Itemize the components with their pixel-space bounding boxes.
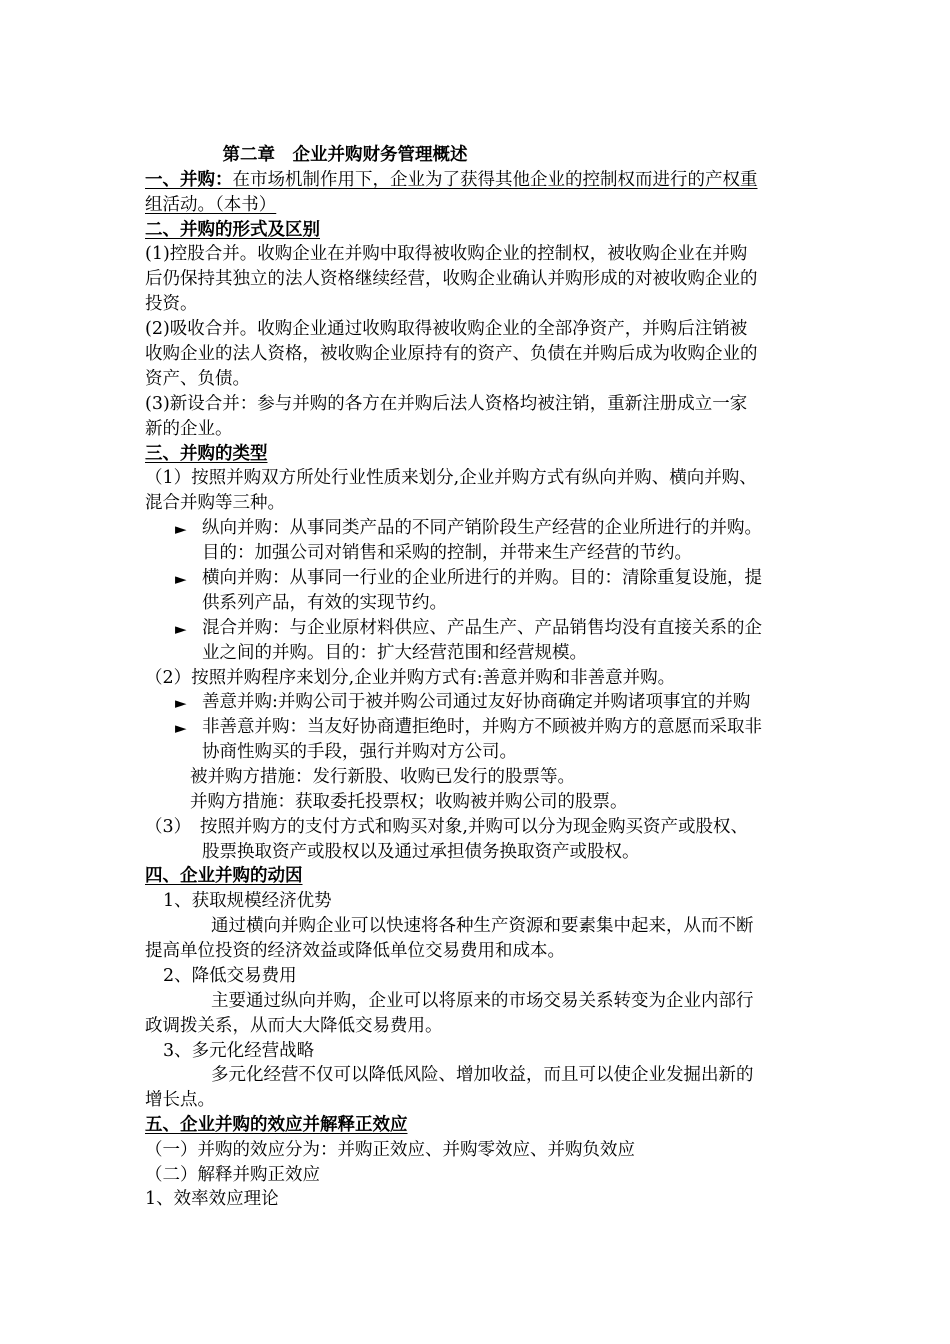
s3-b1-l1: 纵向并购：从事同类产品的不同产销阶段生产经营的企业所进行的并购。: [202, 518, 762, 538]
bullet-arrow-icon: ►: [175, 570, 187, 588]
s3-c1-l1: （1）按照并购双方所处行业性质来划分,企业并购方式有纵向并购、横向并购、: [145, 468, 757, 488]
s2-p1-l1: (1)控股合并。收购企业在并购中取得被收购企业的控制权，被收购企业在并购: [145, 244, 748, 264]
section-2-heading: 二、并购的形式及区别: [145, 220, 320, 240]
section-1-line-1: [145, 168, 758, 192]
s3-c3-l2: 股票换取资产或股权以及通过承担债务换取资产或股权。: [202, 842, 640, 862]
s3-b4: 善意并购:并购公司于被并购公司通过友好协商确定并购诸项事宜的并购: [202, 692, 751, 712]
s4-t3-l2: 增长点。: [145, 1090, 215, 1110]
s2-p3-l1: (3)新设合并：参与并购的各方在并购后法人资格均被注销，重新注册成立一家: [145, 394, 748, 414]
s4-i3: 3、多元化经营战略: [163, 1041, 315, 1061]
s3-b1-l2: 目的：加强公司对销售和采购的控制，并带来生产经营的节约。: [202, 543, 692, 563]
bullet-arrow-icon: ►: [175, 620, 187, 638]
s4-t3-l1: 多元化经营不仅可以降低风险、增加收益，而且可以使企业发掘出新的: [211, 1065, 754, 1085]
s3-b3-l1: 混合并购：与企业原材料供应、产品生产、产品销售均没有直接关系的企: [202, 618, 762, 638]
s3-m2: 并购方措施：获取委托投票权；收购被并购公司的股票。: [190, 792, 628, 812]
s3-b5-l2: 协商性购买的手段，强行并购对方公司。: [202, 742, 517, 762]
bullet-arrow-icon: ►: [175, 719, 187, 737]
section-4-heading: 四、企业并购的动因: [145, 866, 303, 886]
section-1-text-1: 在市场机制作用下，企业为了获得其他企业的控制权而进行的产权重: [232, 170, 758, 190]
s3-c2: （2）按照并购程序来划分,企业并购方式有:善意并购和非善意并购。: [145, 668, 676, 688]
bullet-arrow-icon: ►: [175, 694, 187, 712]
page-title: 第二章 企业并购财务管理概述: [222, 145, 468, 165]
s2-p2-l3: 资产、负债。: [145, 369, 250, 389]
s3-c1-l2: 混合并购等三种。: [145, 493, 285, 513]
s5-c: 1、效率效应理论: [145, 1189, 279, 1209]
s3-c3-l1: （3） 按照并购方的支付方式和购买对象,并购可以分为现金购买资产或股权、: [145, 817, 748, 837]
s4-t2-l2: 政调拨关系，从而大大降低交易费用。: [145, 1016, 443, 1036]
s3-b3-l2: 业之间的并购。目的：扩大经营范围和经营规模。: [202, 643, 587, 663]
section-3-heading: 三、并购的类型: [145, 444, 268, 464]
section-5-heading: 五、企业并购的效应并解释正效应: [145, 1115, 408, 1135]
s4-i1: 1、获取规模经济优势: [163, 891, 332, 911]
s2-p2-l1: (2)吸收合并。收购企业通过收购取得被收购企业的全部净资产，并购后注销被: [145, 319, 748, 339]
section-1-heading: 一、并购：: [145, 170, 233, 190]
s2-p2-l2: 收购企业的法人资格，被收购企业原持有的资产、负债在并购后成为收购企业的: [145, 344, 758, 364]
s4-t1-l2: 提高单位投资的经济效益或降低单位交易费用和成本。: [145, 941, 565, 961]
s3-b2-l1: 横向并购：从事同一行业的企业所进行的并购。目的：清除重复设施，提: [202, 568, 762, 588]
s2-p1-l2: 后仍保持其独立的法人资格继续经营，收购企业确认并购形成的对被收购企业的: [145, 269, 758, 289]
s3-m1: 被并购方措施：发行新股、收购已发行的股票等。: [190, 767, 575, 787]
s3-b2-l2: 供系列产品，有效的实现节约。: [202, 593, 447, 613]
s5-b: （二）解释并购正效应: [145, 1165, 320, 1185]
s4-t1-l1: 通过横向并购企业可以快速将各种生产资源和要素集中起来，从而不断: [211, 916, 754, 936]
s5-a: （一）并购的效应分为：并购正效应、并购零效应、并购负效应: [145, 1140, 635, 1160]
s3-b5-l1: 非善意并购：当友好协商遭拒绝时，并购方不顾被并购方的意愿而采取非: [202, 717, 762, 737]
bullet-arrow-icon: ►: [175, 520, 187, 538]
s4-i2: 2、降低交易费用: [163, 966, 297, 986]
s2-p1-l3: 投资。: [145, 294, 198, 314]
s4-t2-l1: 主要通过纵向并购，企业可以将原来的市场交易关系转变为企业内部行: [211, 991, 754, 1011]
section-1-line-2: 组活动。（本书）: [145, 195, 277, 215]
s2-p3-l2: 新的企业。: [145, 419, 233, 439]
